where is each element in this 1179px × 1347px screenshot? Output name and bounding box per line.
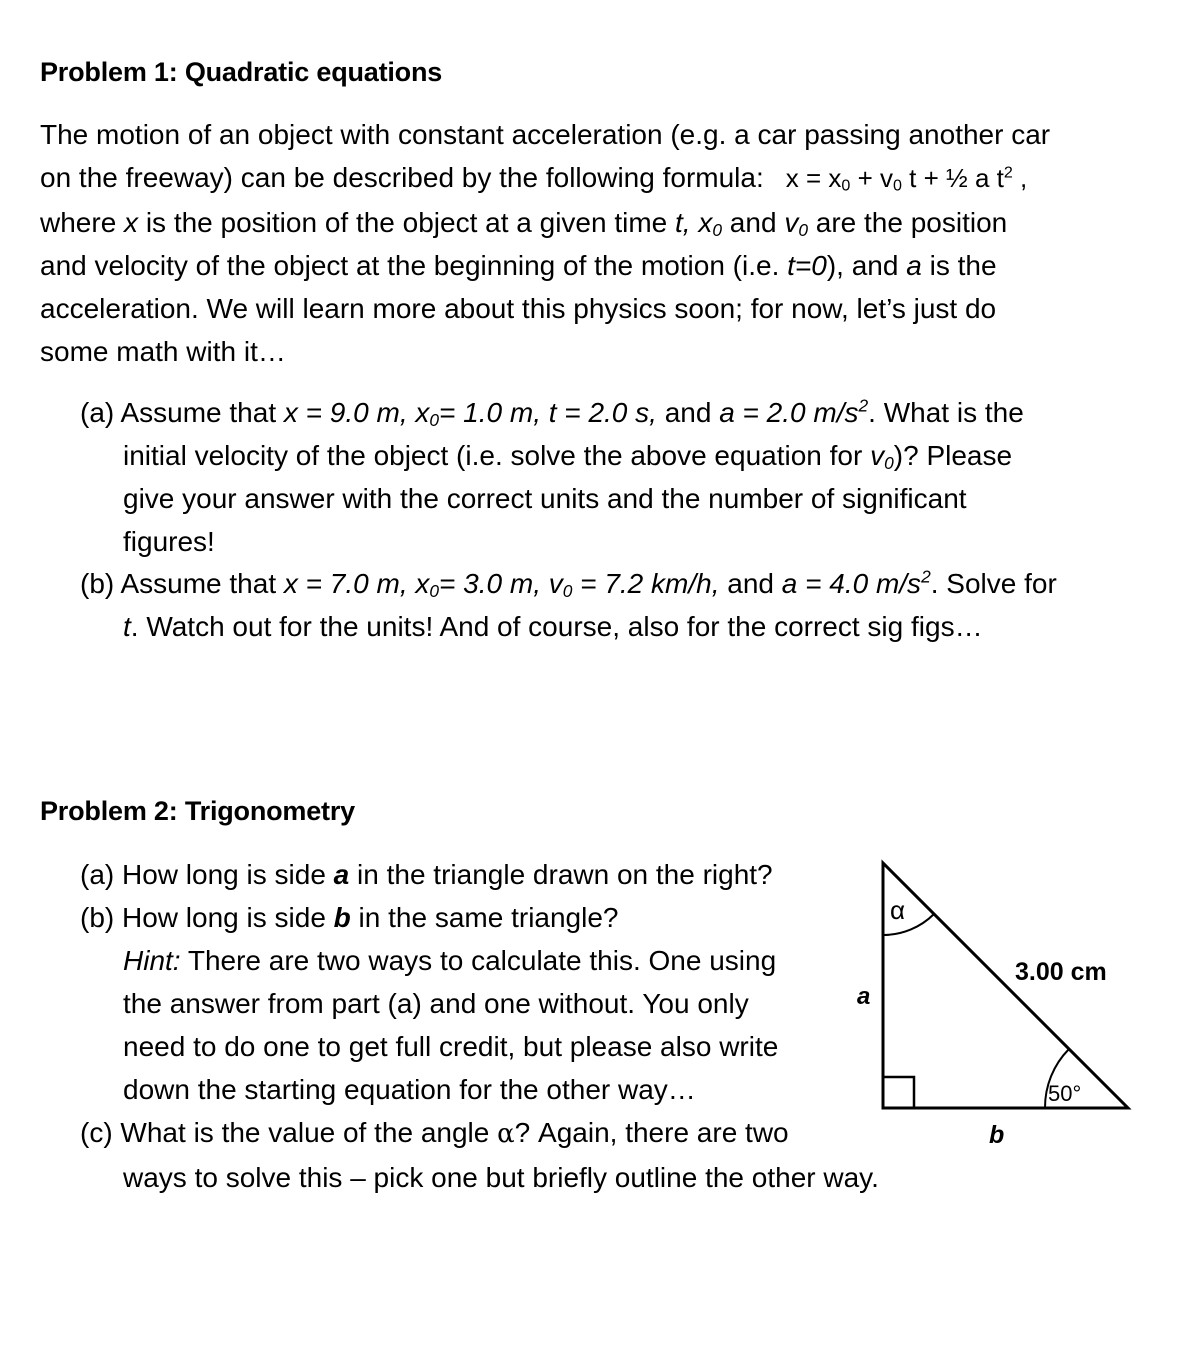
intro-line-6: some math with it… xyxy=(40,336,286,368)
part-a-line-1: (a) Assume that x = 9.0 m, $x_0= 1.0$ m, t = 2.0 s, and a = 2.0 $m/s^2$. What is the xyxy=(80,395,1024,430)
intro-line-2-text: on the freeway) can be described by the following formula: xyxy=(40,162,764,194)
side-a-label: a xyxy=(857,983,871,1010)
right-angle-marker xyxy=(883,1077,914,1108)
angle-50-label: 50° xyxy=(1048,1081,1082,1106)
hint-line-4: down the starting equation for the other way… xyxy=(123,1074,696,1105)
part-a-line-3: give your answer with the correct units and the number of significant xyxy=(123,483,967,514)
intro-line-5: acceleration. We will learn more about this physics soon; for now, let’s just do xyxy=(40,293,997,325)
hint-line-2: the answer from part (a) and one without. You only xyxy=(123,988,749,1019)
p2-part-a: (a) How long is side a in the triangle drawn on the right? xyxy=(80,859,773,890)
problem-1-part-a xyxy=(80,391,1024,563)
p2-part-c-line-1: (c) What is the value of the angle α? Again, there are two xyxy=(80,1117,789,1149)
hint-line-1: Hint: There are two ways to calculate this. One using xyxy=(123,945,777,976)
part-b-label: (b) xyxy=(80,568,115,599)
p2-part-c-line-2: ways to solve this – pick one but briefly outline the other way. xyxy=(123,1162,879,1193)
motion-formula: $x = x_0 + v_0$ t + ½ a $t^2$ , xyxy=(785,163,1028,195)
problem-1-intro xyxy=(40,113,1150,374)
alpha-label: α xyxy=(890,895,906,925)
intro-line-1: The motion of an object with constant acceleration (e.g. a car passing another car xyxy=(40,119,1051,150)
hypotenuse-label: 3.00 cm xyxy=(1015,958,1107,986)
problem-1-part-b xyxy=(80,562,1057,648)
right-triangle-diagram xyxy=(840,850,1160,1170)
problem-2-questions xyxy=(80,853,879,1199)
problem-1-title: Problem 1: Quadratic equations xyxy=(40,57,443,87)
p2-part-b: (b) How long is side b in the same triangle? xyxy=(80,902,619,933)
intro-line-3: where x is the position of the object at a given time t, $x_0$ and $v_0$ are the position xyxy=(40,206,1008,240)
hint-line-3: need to do one to get full credit, but please also write xyxy=(123,1031,779,1062)
side-b-label: b xyxy=(989,1121,1005,1149)
problem-2-title: Problem 2: Trigonometry xyxy=(40,796,355,826)
intro-line-2 xyxy=(40,156,1150,200)
part-a-line-2: initial velocity of the object (i.e. solve the above equation for $v_0$)? Please xyxy=(123,440,1013,473)
part-a-line-4: figures! xyxy=(123,526,215,557)
part-a-label: (a) xyxy=(80,397,115,428)
intro-line-4: and velocity of the object at the beginning of the motion (i.e. t=0), and a is the xyxy=(40,249,997,281)
part-b-line-2: t. Watch out for the units! And of course, also for the correct sig figs… xyxy=(123,611,983,642)
part-b-line-1: (b) Assume that x = 7.0 m, $x_0= 3.0$ m, $v_0 = 7.2$ km/h, and a = 4.0 $m/s^2$. Solve for xyxy=(80,566,1057,601)
